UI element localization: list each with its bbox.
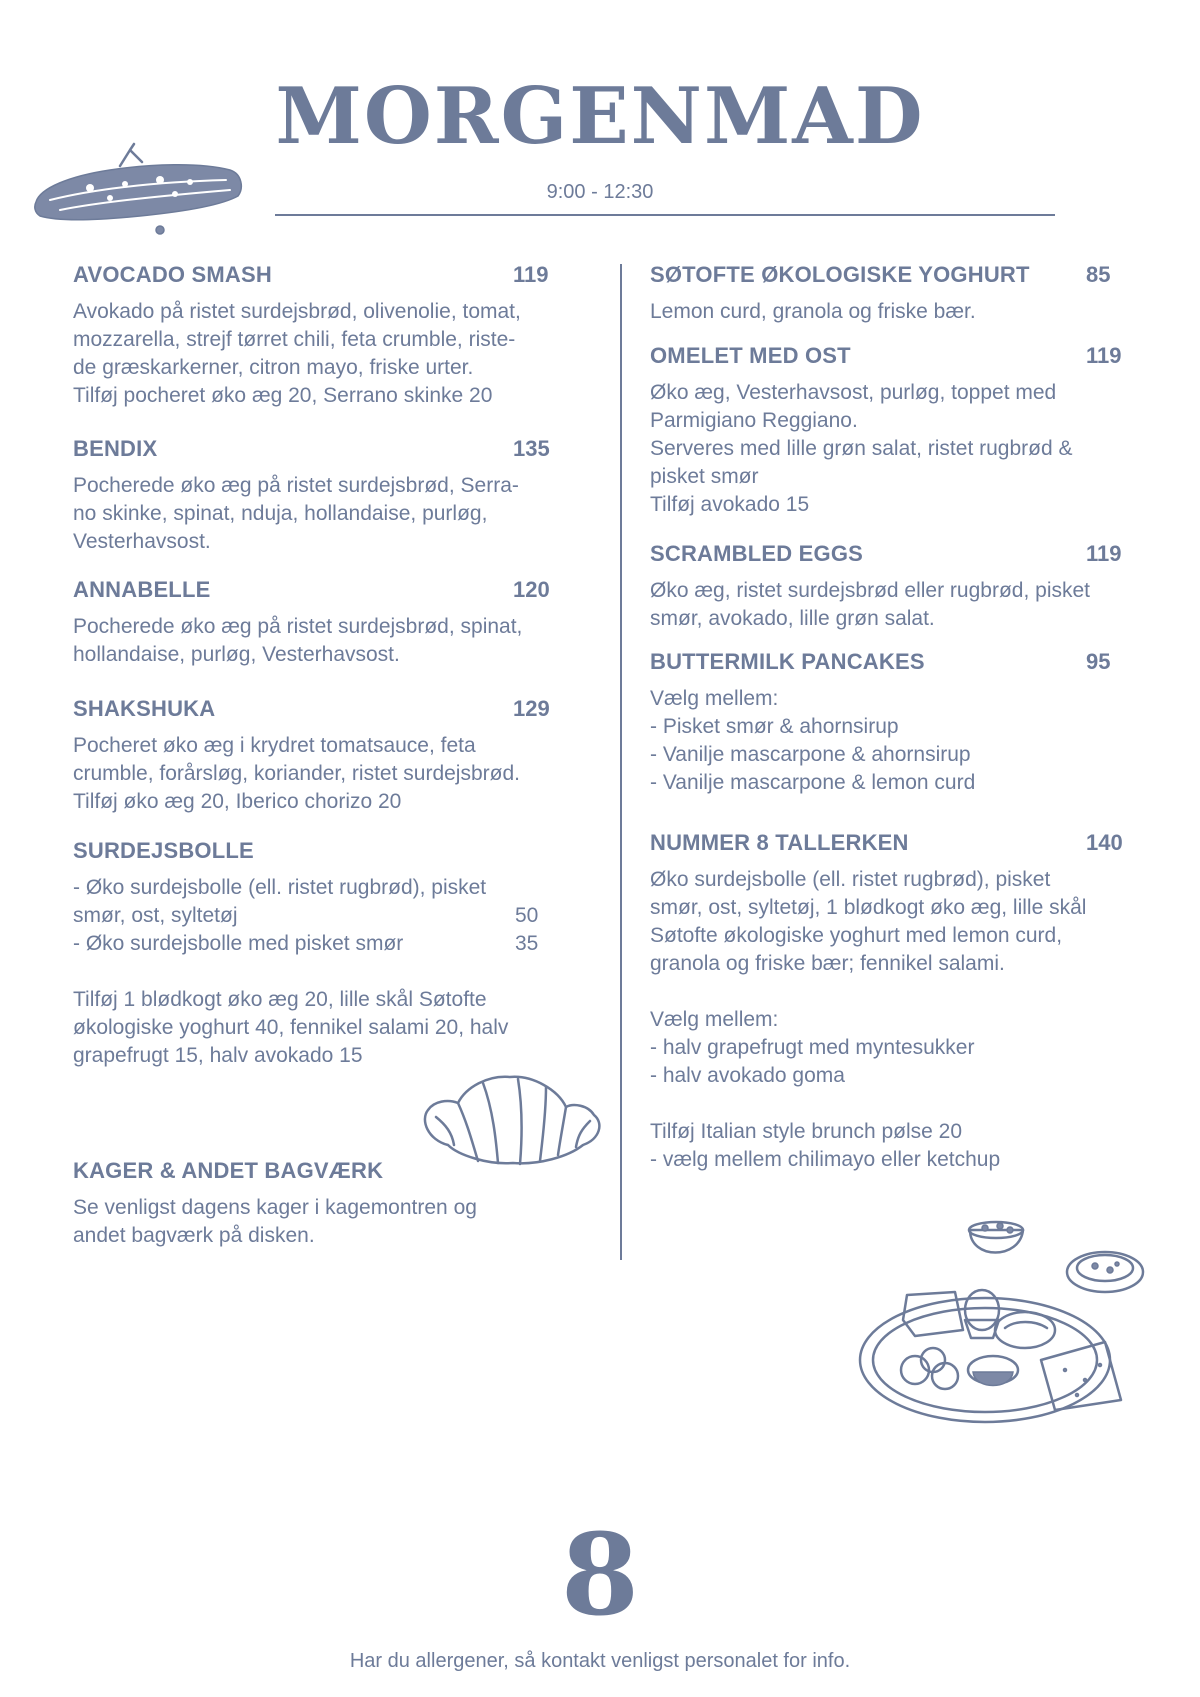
- item-description: Se venligst dagens kager i kagemontren og andet bagværk på disken.: [73, 1196, 477, 1247]
- item-price: 119: [1086, 541, 1122, 566]
- menu-item-kager: [73, 1158, 553, 1250]
- item-price: 119: [1086, 343, 1122, 368]
- menu-item-scrambled-eggs: [650, 541, 1130, 633]
- menu-item-yoghurt: [650, 262, 1130, 326]
- item-description: Vælg mellem: - Pisket smør & ahornsirup - Vanilje mascarpone & ahornsirup - Vanilje mascarpone & lemon curd: [650, 687, 976, 794]
- item-price: 135: [513, 436, 550, 461]
- item-price: 140: [1086, 830, 1123, 855]
- item-name: SHAKSHUKA: [73, 696, 216, 721]
- allergy-note: Har du allergener, så kontakt venligst personalet for info.: [349, 1650, 851, 1672]
- item-name: KAGER & ANDET BAGVÆRK: [73, 1158, 384, 1183]
- menu-item-nummer-8: [650, 830, 1130, 1174]
- item-price: 95: [1086, 649, 1111, 674]
- item-price: 129: [513, 696, 550, 721]
- item-description: Pocherede øko æg på ristet surdejsbrød, spinat, hollandaise, purløg, Vesterhavsost.: [73, 615, 523, 666]
- item-name: SURDEJSBOLLE: [73, 838, 254, 863]
- item-description: - Øko surdejsbolle (ell. ristet rugbrød), pisket smør, ost, syltetøj 50 - Øko surdejsbolle med pisket smør 35 Tilføj 1 blødkogt øko æg 20, lille skål Søtofte økologiske yoghurt 40, fennikel salami 20, halv grapefrugt 15, halv avokado 15: [73, 876, 539, 1067]
- menu-item-surdejsbolle: [73, 838, 553, 1070]
- column-divider: [620, 264, 622, 1260]
- opening-hours: 9:00 - 12:30: [546, 181, 654, 203]
- menu-item-omelet: [650, 343, 1130, 519]
- item-name: ANNABELLE: [73, 577, 211, 602]
- item-name: AVOCADO SMASH: [73, 262, 272, 287]
- item-description: Øko æg, Vesterhavsost, purløg, toppet med Parmigiano Reggiano. Serveres med lille grøn salat, ristet rugbrød & pisket smør Tilføj avokado 15: [650, 381, 1073, 516]
- item-name: SØTOFTE ØKOLOGISKE YOGHURT: [650, 262, 1030, 287]
- item-price: 35: [515, 932, 539, 955]
- item-description: Øko surdejsbolle (ell. ristet rugbrød), pisket smør, ost, syltetøj, 1 blødkogt øko æg, lille skål Søtofte økologiske yoghurt med lemon curd, granola og friske bær; fennikel salami. Vælg mellem: - halv grapefrugt med myntesukker - halv avokado goma Tilføj Italian style brunch pølse 20 - vælg mellem chilimayo eller ketchup: [650, 868, 1087, 1171]
- item-price: 119: [513, 262, 549, 287]
- menu-item-pancakes: [650, 649, 1130, 797]
- item-name: BENDIX: [73, 436, 158, 461]
- item-name: OMELET MED OST: [650, 343, 851, 368]
- item-description: Pocherede øko æg på ristet surdejsbrød, Serra- no skinke, spinat, nduja, hollandaise, purløg, Vesterhavsost.: [73, 474, 519, 553]
- item-name: SCRAMBLED EGGS: [650, 541, 864, 566]
- menu-item-shakshuka: [73, 696, 553, 816]
- toast-illustration: [30, 140, 245, 240]
- item-price: 120: [513, 577, 550, 602]
- page-number: 8: [561, 1510, 639, 1641]
- item-description: Avokado på ristet surdejsbrød, olivenolie, tomat, mozzarella, strejf tørret chili, feta crumble, riste- de græskarkerner, citron mayo, friske urter. Tilføj pocheret øko æg 20, Serrano skinke 20: [73, 300, 521, 407]
- header-divider: [275, 214, 1055, 216]
- item-price: 85: [1086, 262, 1111, 287]
- breakfast-plate-illustration: [855, 1210, 1155, 1430]
- menu-item-annabelle: [73, 577, 553, 669]
- item-description: Pocheret øko æg i krydret tomatsauce, feta crumble, forårsløg, koriander, ristet surdejsbrød. Tilføj øko æg 20, Iberico chorizo 20: [73, 734, 520, 813]
- item-name: BUTTERMILK PANCAKES: [650, 649, 925, 674]
- item-price: 50: [515, 904, 539, 927]
- menu-item-bendix: [73, 436, 553, 556]
- page-title: MORGENMAD: [275, 71, 925, 162]
- item-description: Øko æg, ristet surdejsbrød eller rugbrød, pisket smør, avokado, lille grøn salat.: [650, 579, 1090, 630]
- menu-item-avocado-smash: [73, 262, 553, 410]
- item-description: Lemon curd, granola og friske bær.: [650, 300, 976, 323]
- item-name: NUMMER 8 TALLERKEN: [650, 830, 909, 855]
